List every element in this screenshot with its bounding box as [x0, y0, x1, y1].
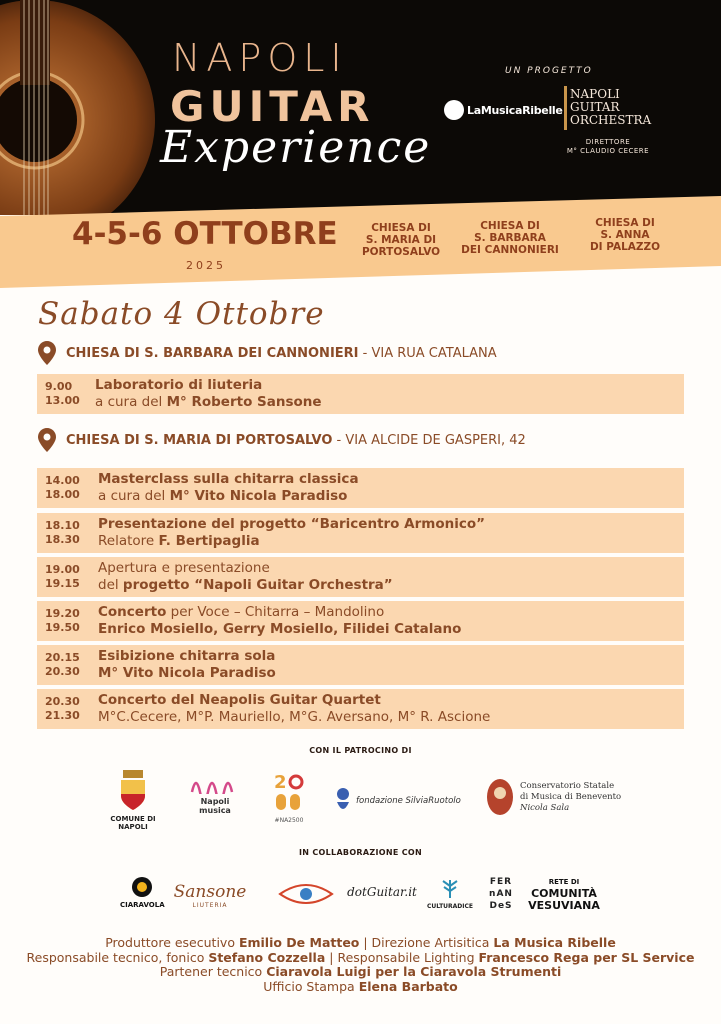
fernandes-logo: FER nAN DeS: [489, 877, 513, 911]
title-guitar: GUITAR: [170, 82, 375, 131]
fondazione-ruotolo-logo: fondazione SilviaRuotolo: [334, 786, 470, 816]
project-label: UN PROGETTO: [505, 66, 593, 76]
lmr-icon: [444, 100, 464, 120]
event-row: 14.00 18.00 Masterclass sulla chitarra classica a cura del M° Vito Nicola Paradiso: [37, 468, 684, 508]
event-row: 20.30 21.30 Concerto del Neapolis Guitar Quartet M°C.Cecere, M°P. Mauriello, M°G. Aversano, M° R. Ascione: [37, 689, 684, 729]
map-pin-icon: [38, 428, 56, 452]
credits: Produttore esecutivo Emilio De Matteo | Direzione Artisitica La Musica Ribelle Responsabile tecnico, fonico Stefano Cozzella | Responsabile Lighting Francesco Rega per SL Service Partener tecnico Ciaravola Luigi per la Ciaravola Strumenti Ufficio Stampa Elena Barbato: [26, 935, 695, 994]
guitar-orchestra-icon: [564, 86, 567, 130]
title-experience: Experience: [160, 122, 432, 173]
tree-icon: [439, 878, 461, 900]
director-credit: DIRETTORE M° CLAUDIO CECERE: [566, 138, 650, 155]
event-year: 2025: [186, 259, 226, 272]
na2500-icon: [272, 770, 306, 814]
portrait-icon: [486, 778, 514, 816]
event-row: 19.20 19.50 Concerto per Voce – Chitarra – Mandolino Enrico Mosiello, Gerry Mosiello, Filidei Catalano: [37, 601, 684, 641]
location-portosalvo: CHIESA DI S. MARIA DI PORTOSALVO - VIA ALCIDE DE GASPERI, 42: [38, 428, 526, 452]
napoli-musica-logo: Napoli musica: [184, 772, 246, 815]
header-banner: [0, 0, 721, 215]
eye-icon: [278, 880, 334, 908]
comune-napoli-logo: COMUNE DI NAPOLI: [100, 770, 166, 831]
conservatorio-logo: Conservatorio Statale di Musica di Benevento Nicola Sala: [486, 778, 622, 816]
ciaravola-logo: CIARAVOLA: [120, 876, 164, 909]
ciaravola-icon: [131, 876, 153, 898]
patronage-label: CON IL PATROCINO DI: [309, 746, 412, 755]
rete-vesuviana-logo: RETE DI COMUNITÀ VESUVIANA: [528, 878, 600, 912]
event-row: 19.00 19.15 Apertura e presentazione del progetto “Napoli Guitar Orchestra”: [37, 557, 684, 597]
la-musica-ribelle-logo: LaMusicaRibelle: [444, 100, 563, 120]
venue-portosalvo: CHIESA DI S. MARIA DI PORTOSALVO: [361, 222, 441, 258]
svg-text:2: 2: [274, 772, 287, 793]
venue-anna: CHIESA DI S. ANNA DI PALAZZO: [589, 217, 661, 253]
event-row: 9.00 13.00 Laboratorio di liuteria a cura del M° Roberto Sansone: [37, 374, 684, 414]
venue-barbara: CHIESA DI S. BARBARA DEI CANNONIERI: [461, 220, 559, 256]
na2500-logo: 2 #NA2500: [268, 770, 310, 824]
event-row: 18.10 18.30 Presentazione del progetto “Baricentro Armonico” Relatore F. Bertipaglia: [37, 513, 684, 553]
event-dates: 4-5-6 OTTOBRE: [72, 216, 338, 252]
music-wave-icon: [190, 772, 240, 794]
collaboration-label: IN COLLABORAZIONE CON: [299, 848, 422, 857]
map-pin-icon: [38, 341, 56, 365]
sansone-liuteria-logo: Sansone LIUTERIA: [173, 882, 247, 909]
napoli-guitar-orchestra-logo: NAPOLI GUITAR ORCHESTRA: [570, 87, 652, 127]
city-crest-icon: [119, 770, 147, 812]
fondazione-icon: [334, 786, 352, 816]
dotguitar-logo: dotGuitar.it: [347, 885, 417, 899]
title-napoli: NAPOLI: [172, 36, 348, 80]
location-barbara: CHIESA DI S. BARBARA DEI CANNONIERI - VIA RUA CATALANA: [38, 341, 497, 365]
event-row: 20.15 20.30 Esibizione chitarra sola M° Vito Nicola Paradiso: [37, 645, 684, 685]
guitar-image: [0, 0, 170, 215]
academy-logo: [276, 880, 336, 911]
culturadice-logo: CULTURADICE: [424, 878, 476, 910]
day-title: Sabato 4 Ottobre: [38, 296, 325, 332]
